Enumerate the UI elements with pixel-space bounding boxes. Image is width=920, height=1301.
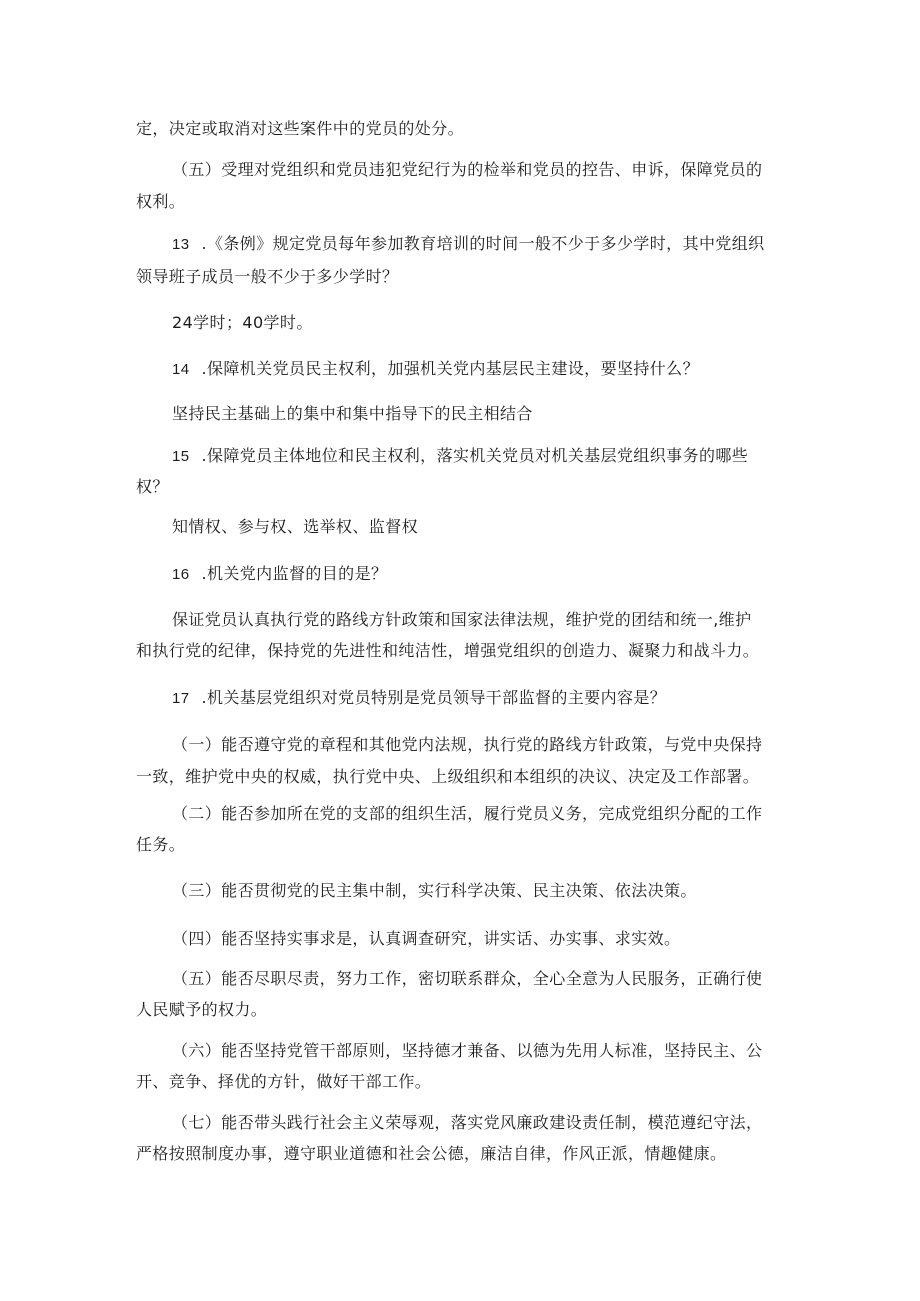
text-line: 定，决定或取消对这些案件中的党员的处分。 (136, 119, 465, 138)
text-line: （二）能否参加所在党的支部的组织生活，履行党员义务，完成党组织分配的工作 (172, 804, 763, 823)
question-13 (172, 233, 832, 256)
question-15 (172, 445, 832, 468)
question-text: .保障党员主体地位和民主权利，落实机关党员对机关基层党组织事务的哪些 (201, 446, 749, 465)
answer-line: 坚持民主基础上的集中和集中指导下的民主相结合 (172, 404, 533, 423)
text-line: 人民赋予的权力。 (136, 1000, 268, 1019)
question-14 (172, 358, 832, 381)
text-line: （五）能否尽职尽责，努力工作，密切联系群众，全心全意为人民服务，正确行使 (172, 969, 763, 988)
question-number: 14 (172, 361, 190, 378)
question-16 (172, 563, 832, 586)
question-text: .机关党内监督的目的是？ (201, 564, 388, 583)
text-line: （五）受理对党组织和党员违犯党纪行为的检举和党员的控告、申诉，保障党员的 (172, 160, 763, 179)
text-line: 权利。 (136, 192, 186, 211)
text-line: 和执行党的纪律，保持党的先进性和纯洁性，增强党组织的创造力、凝聚力和战斗力。 (136, 641, 760, 660)
question-number: 15 (172, 448, 190, 465)
text-line: 任务。 (136, 835, 186, 854)
answer-line: 保证党员认真执行党的路线方针政策和国家法律法规，维护党的团结和统一,维护 (172, 610, 752, 629)
text-line: （七）能否带头践行社会主义荣辱观，落实党风廉政建设责任制，模范遵纪守法， (172, 1113, 763, 1132)
text-line: 领导班子成员一般不少于多少学时？ (136, 267, 399, 286)
question-number: 17 (172, 690, 190, 707)
question-text: .保障机关党员民主权利，加强机关党内基层民主建设，要坚持什么？ (201, 359, 699, 378)
question-text: .机关基层党组织对党员特别是党员领导干部监督的主要内容是？ (201, 688, 667, 707)
text-line: （三）能否贯彻党的民主集中制，实行科学决策、民主决策、依法决策。 (172, 881, 697, 900)
text-line: 严格按照制度办事，遵守职业道德和社会公德，廉洁自律，作风正派，情趣健康。 (136, 1144, 727, 1163)
question-number: 13 (172, 236, 190, 253)
question-number: 16 (172, 566, 190, 583)
text-line: （一）能否遵守党的章程和其他党内法规，执行党的路线方针政策，与党中央保持 (172, 735, 763, 754)
answer-line: 知情权、参与权、选举权、监督权 (172, 517, 419, 536)
text-line: （六）能否坚持党管干部原则，坚持德才兼备、以德为先用人标准，坚持民主、公 (172, 1041, 763, 1060)
answer-line: 24学时；40学时。 (172, 313, 313, 332)
text-line: 权？ (136, 477, 169, 496)
text-line: 一致，维护党中央的权威，执行党中央、上级组织和本组织的决议、决定及工作部署。 (136, 767, 760, 786)
question-17 (172, 687, 832, 710)
text-line: （四）能否坚持实事求是，认真调查研究，讲实话、办实事、求实效。 (172, 929, 681, 948)
text-line: 开、竞争、择优的方针，做好干部工作。 (136, 1072, 432, 1091)
question-text: .《条例》规定党员每年参加教育培训的时间一般不少于多少学时，其中党组织 (201, 234, 765, 253)
